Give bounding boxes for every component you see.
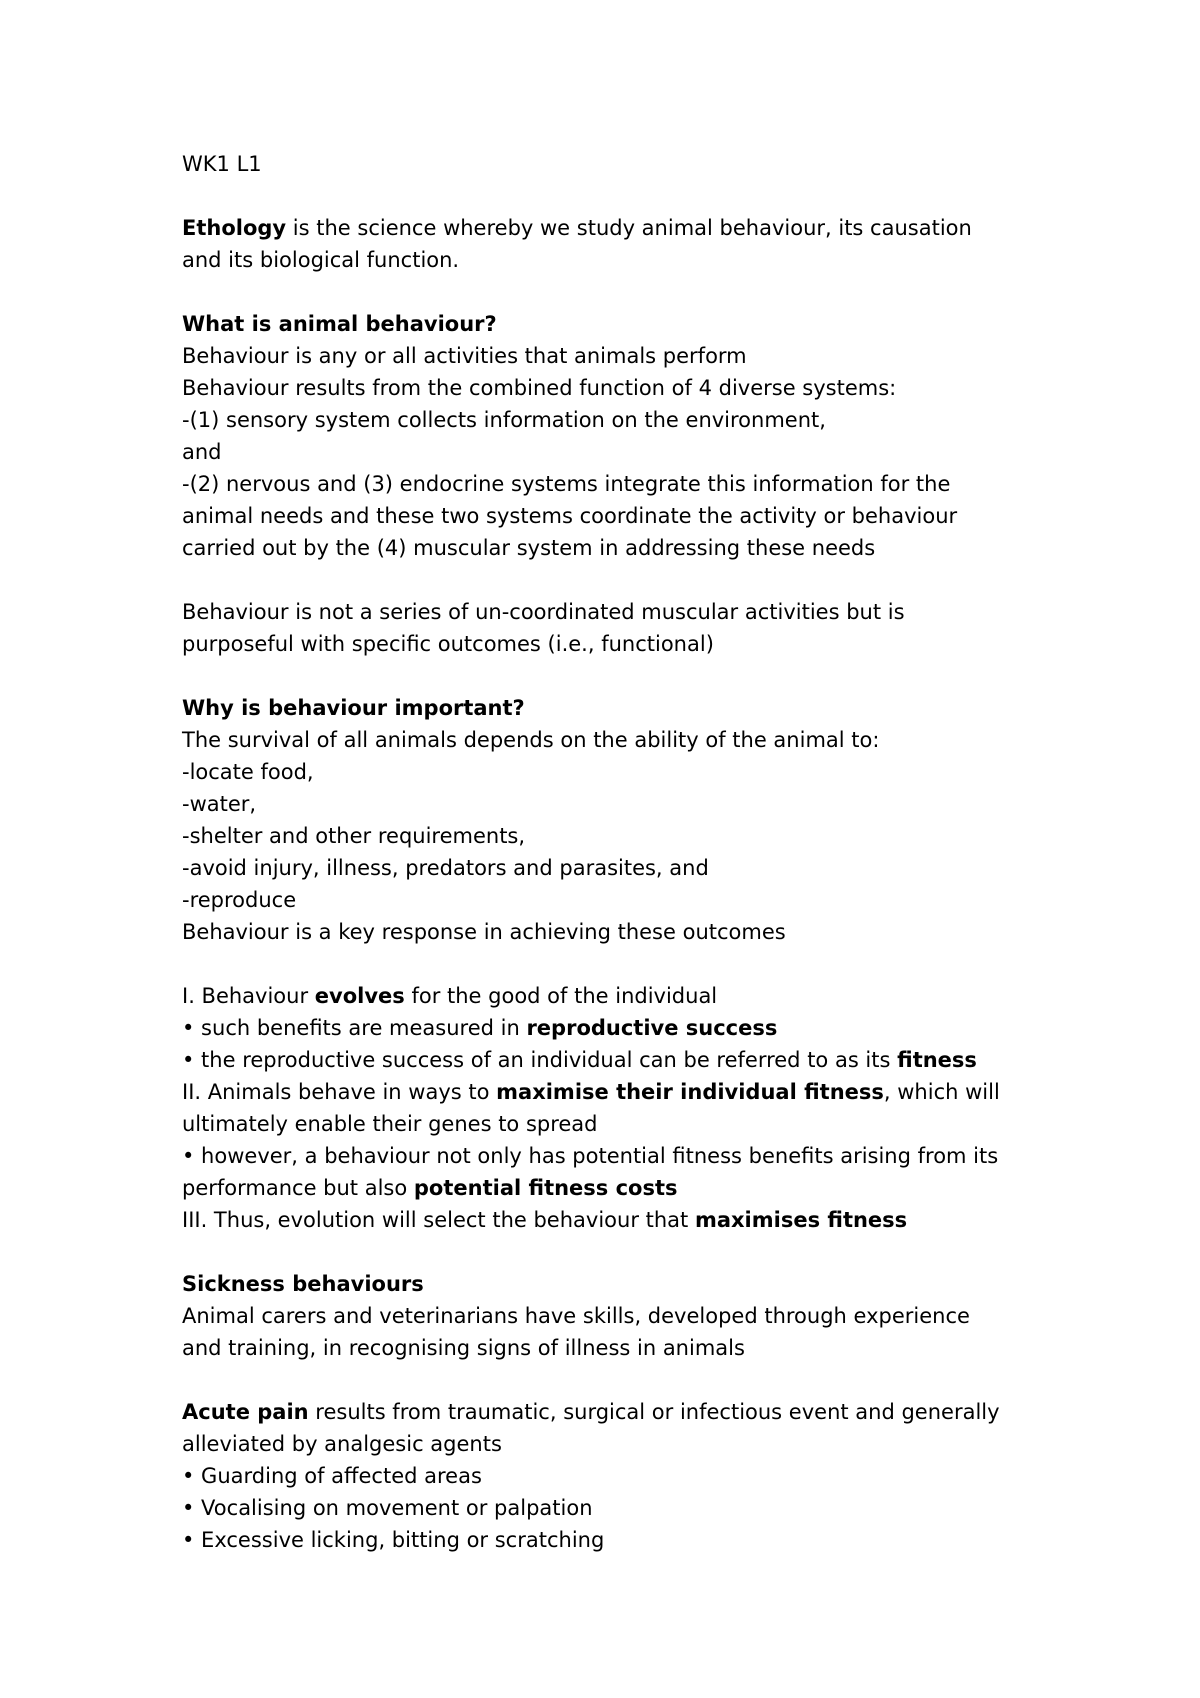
- term-acute-pain: Acute pain: [182, 1400, 309, 1424]
- paragraph-line: -(1) sensory system collects information on the environment,: [182, 408, 826, 432]
- paragraph-line: animal needs and these two systems coordinate the activity or behaviour: [182, 504, 958, 528]
- list-item: -water,: [182, 792, 257, 816]
- acute-pain-bullet: • Guarding of affected areas: [182, 1464, 482, 1488]
- evolution-point-3: III. Thus, evolution will select the behaviour that maximises fitness: [182, 1208, 908, 1232]
- evolution-bullet: • the reproductive success of an individual can be referred to as its fitness: [182, 1048, 977, 1072]
- spacer: [182, 660, 1042, 692]
- paragraph-line: Behaviour is any or all activities that animals perform: [182, 344, 747, 368]
- paragraph-line: carried out by the (4) muscular system in addressing these needs: [182, 536, 876, 560]
- list-item: -avoid injury, illness, predators and parasites, and: [182, 856, 709, 880]
- acute-pain-line-2: alleviated by analgesic agents: [182, 1432, 502, 1456]
- paragraph-line: ultimately enable their genes to spread: [182, 1112, 598, 1136]
- term-ethology: Ethology: [182, 216, 287, 240]
- heading-sickness-behaviours: Sickness behaviours: [182, 1272, 424, 1296]
- paragraph-line: performance but also potential fitness costs: [182, 1176, 678, 1200]
- list-item: -locate food,: [182, 760, 314, 784]
- evolution-point-1: I. Behaviour evolves for the good of the individual: [182, 984, 718, 1008]
- paragraph-line: Behaviour is not a series of un-coordinated muscular activities but is: [182, 600, 905, 624]
- evolution-point-2: II. Animals behave in ways to maximise their individual fitness, which will: [182, 1080, 1000, 1104]
- document-title: WK1 L1: [182, 152, 262, 176]
- list-item: -reproduce: [182, 888, 297, 912]
- paragraph-line: Behaviour is a key response in achieving these outcomes: [182, 920, 786, 944]
- heading-what-is-behaviour: What is animal behaviour?: [182, 312, 497, 336]
- intro-line-1: Ethology is the science whereby we study animal behaviour, its causation: [182, 216, 972, 240]
- spacer: [182, 1236, 1042, 1268]
- acute-pain-bullet: • Vocalising on movement or palpation: [182, 1496, 593, 1520]
- paragraph-line: The survival of all animals depends on the ability of the animal to:: [182, 728, 880, 752]
- heading-why-important: Why is behaviour important?: [182, 696, 525, 720]
- paragraph-line: Behaviour results from the combined function of 4 diverse systems:: [182, 376, 897, 400]
- paragraph-line: and: [182, 440, 222, 464]
- intro-line-2: and its biological function.: [182, 248, 460, 272]
- spacer: [182, 948, 1042, 980]
- paragraph-line: -(2) nervous and (3) endocrine systems integrate this information for the: [182, 472, 951, 496]
- document-page: [182, 148, 1042, 1556]
- spacer: [182, 180, 1042, 212]
- paragraph-line: Animal carers and veterinarians have skills, developed through experience: [182, 1304, 970, 1328]
- list-item: -shelter and other requirements,: [182, 824, 526, 848]
- spacer: [182, 276, 1042, 308]
- paragraph-line: purposeful with specific outcomes (i.e., functional): [182, 632, 714, 656]
- evolution-bullet: • however, a behaviour not only has potential fitness benefits arising from its: [182, 1144, 999, 1168]
- spacer: [182, 564, 1042, 596]
- acute-pain-bullet: • Excessive licking, bitting or scratching: [182, 1528, 605, 1552]
- spacer: [182, 1364, 1042, 1396]
- paragraph-line: and training, in recognising signs of illness in animals: [182, 1336, 745, 1360]
- evolution-bullet: • such benefits are measured in reproductive success: [182, 1016, 778, 1040]
- acute-pain-line-1: Acute pain results from traumatic, surgical or infectious event and generally: [182, 1400, 1000, 1424]
